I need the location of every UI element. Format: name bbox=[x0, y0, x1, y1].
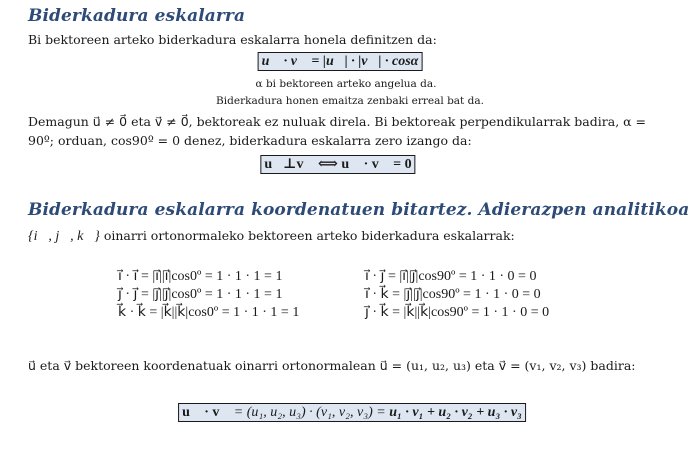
final-formula-left: u⃗ · v⃗ bbox=[182, 405, 231, 420]
result-note: Biderkadura honen emaitza zenbaki erreal bat da. bbox=[216, 95, 484, 107]
definition-formula: u⃗ · v⃗ = |u⃗| · |v⃗| · cosα bbox=[258, 52, 423, 71]
coordinates-line: u⃗ eta v⃗ bektoreen koordenatuak oinarri ortonormalean u⃗ = (u₁, u₂, u₃) eta v⃗ = (v₁, v₂, v₃) badira: bbox=[28, 358, 636, 373]
product-jj: j⃗ · j⃗ = |j⃗||j⃗|cos0º = 1 · 1 · 1 = 1 bbox=[118, 287, 283, 302]
paragraph-line-1: Demagun u⃗ ≠ 0⃗ eta v⃗ ≠ 0⃗, bektoreak ez nuluak direla. Bi bektoreak perpendikularrak badira, α = bbox=[28, 114, 647, 129]
left-products bbox=[118, 268, 299, 322]
basis-intro-text: oinarri ortonormaleko bektoreen arteko biderkadura eskalarrak: bbox=[103, 228, 515, 243]
right-products bbox=[365, 268, 549, 322]
final-formula bbox=[178, 403, 526, 422]
basis-intro bbox=[28, 228, 515, 245]
basis-set: {i⃗, j⃗, k⃗} bbox=[28, 229, 100, 244]
paragraph-line-2: 90º; orduan, cos90º = 0 denez, biderkadura eskalarra zero izango da: bbox=[28, 133, 472, 148]
product-jk: j⃗ · k⃗ = |k⃗||k⃗|cos90º = 1 · 1 · 0 = 0 bbox=[365, 305, 550, 320]
intro-text: Bi bektoreen arteko biderkadura eskalarra honela definitzen da: bbox=[28, 32, 437, 47]
final-formula-right: u₁ · v₁ + u₂ · v₂ + u₃ · v₃ bbox=[389, 405, 522, 420]
product-ik: i⃗ · k⃗ = |j⃗||j⃗|cos90º = 1 · 1 · 0 = 0 bbox=[365, 287, 541, 302]
final-formula-mid: = (u₁, u₂, u₃) · (v₁, v₂, v₃) = bbox=[230, 405, 390, 420]
product-kk: k⃗ · k⃗ = |k⃗||k⃗|cos0º = 1 · 1 · 1 = 1 bbox=[118, 305, 300, 320]
section-title-scalar-product: Biderkadura eskalarra bbox=[28, 6, 246, 26]
perpendicular-formula: u⃗⊥v⃗ ⟺ u⃗ · v⃗ = 0 bbox=[260, 155, 415, 174]
product-ii: i⃗ · i⃗ = |i⃗||i⃗|cos0º = 1 · 1 · 1 = 1 bbox=[118, 269, 283, 284]
angle-note: α bi bektoreen arteko angelua da. bbox=[255, 78, 437, 90]
section-title-analytic: Biderkadura eskalarra koordenatuen bitartez. Adierazpen analitikoa bbox=[28, 200, 690, 220]
product-ij: i⃗ · j⃗ = |i⃗||j⃗|cos90º = 1 · 1 · 0 = 0 bbox=[365, 269, 537, 284]
